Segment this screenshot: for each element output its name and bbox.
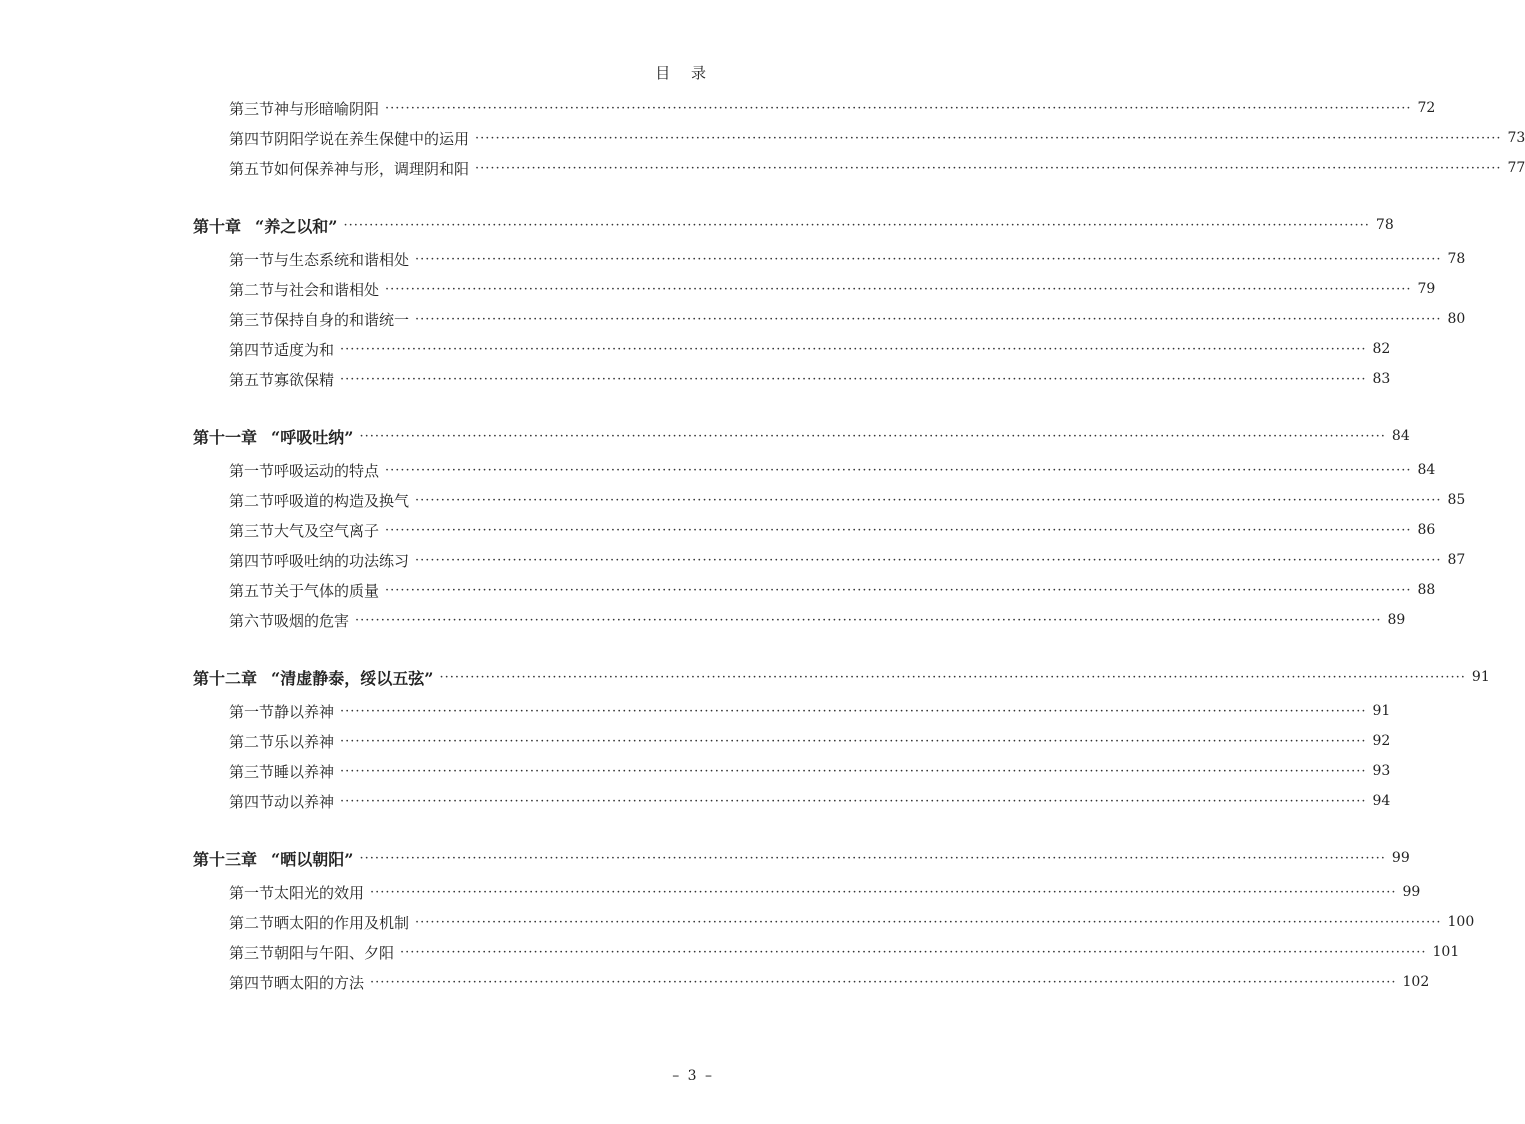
chapter-number: 第十章 bbox=[193, 216, 242, 236]
toc-section-entry bbox=[229, 880, 1421, 904]
section-number: 第四节 bbox=[229, 340, 275, 359]
dot-leader: ········································································································································································································ bbox=[370, 974, 1397, 990]
section-title: 阴阳学说在养生保健中的运用 bbox=[274, 129, 470, 148]
section-number: 第二节 bbox=[229, 913, 275, 932]
dot-leader: ········································································································································································································ bbox=[385, 462, 1412, 478]
chapter-title: “晒以朝阳” bbox=[271, 849, 354, 869]
section-title: 呼吸运动的特点 bbox=[274, 461, 380, 480]
section-title: 大气及空气离子 bbox=[274, 521, 380, 540]
toc-section-entry bbox=[229, 277, 1436, 301]
section-title: 静以养神 bbox=[274, 702, 335, 721]
page-header-title: 目 录 bbox=[655, 64, 714, 82]
toc-section-entry bbox=[229, 729, 1391, 753]
section-title: 晒太阳的作用及机制 bbox=[274, 913, 410, 932]
dot-leader: ········································································································································································································ bbox=[340, 341, 1367, 357]
chapter-title: “清虚静泰，绥以五弦” bbox=[271, 668, 434, 688]
section-number: 第二节 bbox=[229, 280, 275, 299]
page-number-ref: 100 bbox=[1447, 914, 1475, 930]
page-number-ref: 101 bbox=[1432, 944, 1460, 960]
toc-section-entry bbox=[229, 518, 1436, 542]
toc-section-entry bbox=[229, 96, 1436, 120]
section-title: 朝阳与午阳、夕阳 bbox=[274, 943, 395, 962]
section-title: 呼吸道的构造及换气 bbox=[274, 491, 410, 510]
toc-chapter-entry bbox=[193, 665, 1490, 689]
page-number-ref: 91 bbox=[1471, 669, 1490, 685]
toc-section-entry bbox=[229, 126, 1525, 150]
page-number-ref: 84 bbox=[1391, 428, 1410, 444]
section-number: 第五节 bbox=[229, 581, 275, 600]
page-number: – 3 – bbox=[672, 1068, 714, 1084]
section-title: 吸烟的危害 bbox=[274, 611, 350, 630]
section-number: 第三节 bbox=[229, 943, 275, 962]
section-number: 第六节 bbox=[229, 611, 275, 630]
page-number-ref: 86 bbox=[1417, 522, 1436, 538]
section-title: 动以养神 bbox=[274, 792, 335, 811]
page-number-ref: 84 bbox=[1417, 462, 1436, 478]
toc-section-entry bbox=[229, 789, 1391, 813]
section-number: 第三节 bbox=[229, 99, 275, 118]
section-title: 神与形暗喻阴阳 bbox=[274, 99, 380, 118]
toc-section-entry bbox=[229, 488, 1466, 512]
toc-section-entry bbox=[229, 759, 1391, 783]
dot-leader: ········································································································································································································ bbox=[415, 251, 1442, 267]
page-number-ref: 99 bbox=[1402, 884, 1421, 900]
page-number-ref: 88 bbox=[1417, 582, 1436, 598]
page-number-ref: 93 bbox=[1372, 763, 1391, 779]
section-number: 第二节 bbox=[229, 491, 275, 510]
toc-section-entry bbox=[229, 548, 1466, 572]
dot-leader: ········································································································································································································ bbox=[340, 793, 1367, 809]
page-number-ref: 87 bbox=[1447, 552, 1466, 568]
toc-chapter-entry bbox=[193, 424, 1410, 448]
page-number-ref: 91 bbox=[1372, 703, 1391, 719]
section-title: 太阳光的效用 bbox=[274, 883, 365, 902]
section-number: 第一节 bbox=[229, 250, 275, 269]
section-title: 关于气体的质量 bbox=[274, 581, 380, 600]
section-number: 第二节 bbox=[229, 732, 275, 751]
page-number-ref: 79 bbox=[1417, 281, 1436, 297]
toc-section-entry bbox=[229, 970, 1430, 994]
toc-section-entry bbox=[229, 156, 1525, 180]
dot-leader: ········································································································································································································ bbox=[355, 612, 1382, 628]
section-title: 适度为和 bbox=[274, 340, 335, 359]
section-number: 第四节 bbox=[229, 129, 275, 148]
chapter-number: 第十三章 bbox=[193, 849, 258, 869]
toc-chapter-entry bbox=[193, 846, 1410, 870]
page-number-ref: 102 bbox=[1402, 974, 1430, 990]
dot-leader: ········································································································································································································ bbox=[400, 944, 1427, 960]
chapter-title: “养之以和” bbox=[255, 216, 338, 236]
section-title: 如何保养神与形，调理阴和阳 bbox=[274, 159, 470, 178]
section-title: 晒太阳的方法 bbox=[274, 973, 365, 992]
dot-leader: ········································································································································································································ bbox=[439, 669, 1466, 685]
page-number-ref: 78 bbox=[1375, 217, 1394, 233]
section-number: 第四节 bbox=[229, 973, 275, 992]
toc-section-entry bbox=[229, 940, 1460, 964]
section-number: 第三节 bbox=[229, 310, 275, 329]
page-number-ref: 80 bbox=[1447, 311, 1466, 327]
section-number: 第一节 bbox=[229, 883, 275, 902]
page-number-ref: 72 bbox=[1417, 100, 1436, 116]
section-number: 第三节 bbox=[229, 521, 275, 540]
page-number-ref: 73 bbox=[1507, 130, 1525, 146]
section-number: 第一节 bbox=[229, 702, 275, 721]
dot-leader: ········································································································································································································ bbox=[340, 703, 1367, 719]
dot-leader: ········································································································································································································ bbox=[340, 763, 1367, 779]
toc-section-entry bbox=[229, 337, 1391, 361]
toc-section-entry bbox=[229, 247, 1466, 271]
toc-section-entry bbox=[229, 458, 1436, 482]
toc-section-entry bbox=[229, 608, 1406, 632]
dot-leader: ········································································································································································································ bbox=[385, 100, 1412, 116]
dot-leader: ········································································································································································································ bbox=[415, 914, 1442, 930]
section-title: 与生态系统和谐相处 bbox=[274, 250, 410, 269]
toc-section-entry bbox=[229, 578, 1436, 602]
page-number-ref: 82 bbox=[1372, 341, 1391, 357]
page-number-ref: 94 bbox=[1372, 793, 1391, 809]
dot-leader: ········································································································································································································ bbox=[343, 217, 1370, 233]
toc-chapter-entry bbox=[193, 213, 1394, 237]
dot-leader: ········································································································································································································ bbox=[385, 582, 1412, 598]
page-number-ref: 92 bbox=[1372, 733, 1391, 749]
dot-leader: ········································································································································································································ bbox=[340, 733, 1367, 749]
section-title: 与社会和谐相处 bbox=[274, 280, 380, 299]
page-number-ref: 89 bbox=[1387, 612, 1406, 628]
section-title: 呼吸吐纳的功法练习 bbox=[274, 551, 410, 570]
dot-leader: ········································································································································································································ bbox=[359, 850, 1386, 866]
toc-section-entry bbox=[229, 367, 1391, 391]
section-number: 第四节 bbox=[229, 792, 275, 811]
section-title: 寡欲保精 bbox=[274, 370, 335, 389]
dot-leader: ········································································································································································································ bbox=[415, 552, 1442, 568]
toc-section-entry bbox=[229, 699, 1391, 723]
page-number-ref: 77 bbox=[1507, 160, 1525, 176]
page-number-ref: 85 bbox=[1447, 492, 1466, 508]
chapter-number: 第十二章 bbox=[193, 668, 258, 688]
dot-leader: ········································································································································································································ bbox=[340, 371, 1367, 387]
dot-leader: ········································································································································································································ bbox=[415, 311, 1442, 327]
toc-section-entry bbox=[229, 307, 1466, 331]
section-title: 睡以养神 bbox=[274, 762, 335, 781]
page-number-ref: 83 bbox=[1372, 371, 1391, 387]
section-number: 第一节 bbox=[229, 461, 275, 480]
section-number: 第四节 bbox=[229, 551, 275, 570]
section-number: 第五节 bbox=[229, 370, 275, 389]
dot-leader: ········································································································································································································ bbox=[370, 884, 1397, 900]
dot-leader: ········································································································································································································ bbox=[385, 522, 1412, 538]
section-title: 保持自身的和谐统一 bbox=[274, 310, 410, 329]
dot-leader: ········································································································································································································ bbox=[475, 130, 1502, 146]
dot-leader: ········································································································································································································ bbox=[385, 281, 1412, 297]
dot-leader: ········································································································································································································ bbox=[415, 492, 1442, 508]
section-number: 第五节 bbox=[229, 159, 275, 178]
toc-section-entry bbox=[229, 910, 1475, 934]
section-title: 乐以养神 bbox=[274, 732, 335, 751]
section-number: 第三节 bbox=[229, 762, 275, 781]
page-number-ref: 78 bbox=[1447, 251, 1466, 267]
dot-leader: ········································································································································································································ bbox=[475, 160, 1502, 176]
page-number-ref: 99 bbox=[1391, 850, 1410, 866]
dot-leader: ········································································································································································································ bbox=[359, 428, 1386, 444]
chapter-number: 第十一章 bbox=[193, 427, 258, 447]
chapter-title: “呼吸吐纳” bbox=[271, 427, 354, 447]
